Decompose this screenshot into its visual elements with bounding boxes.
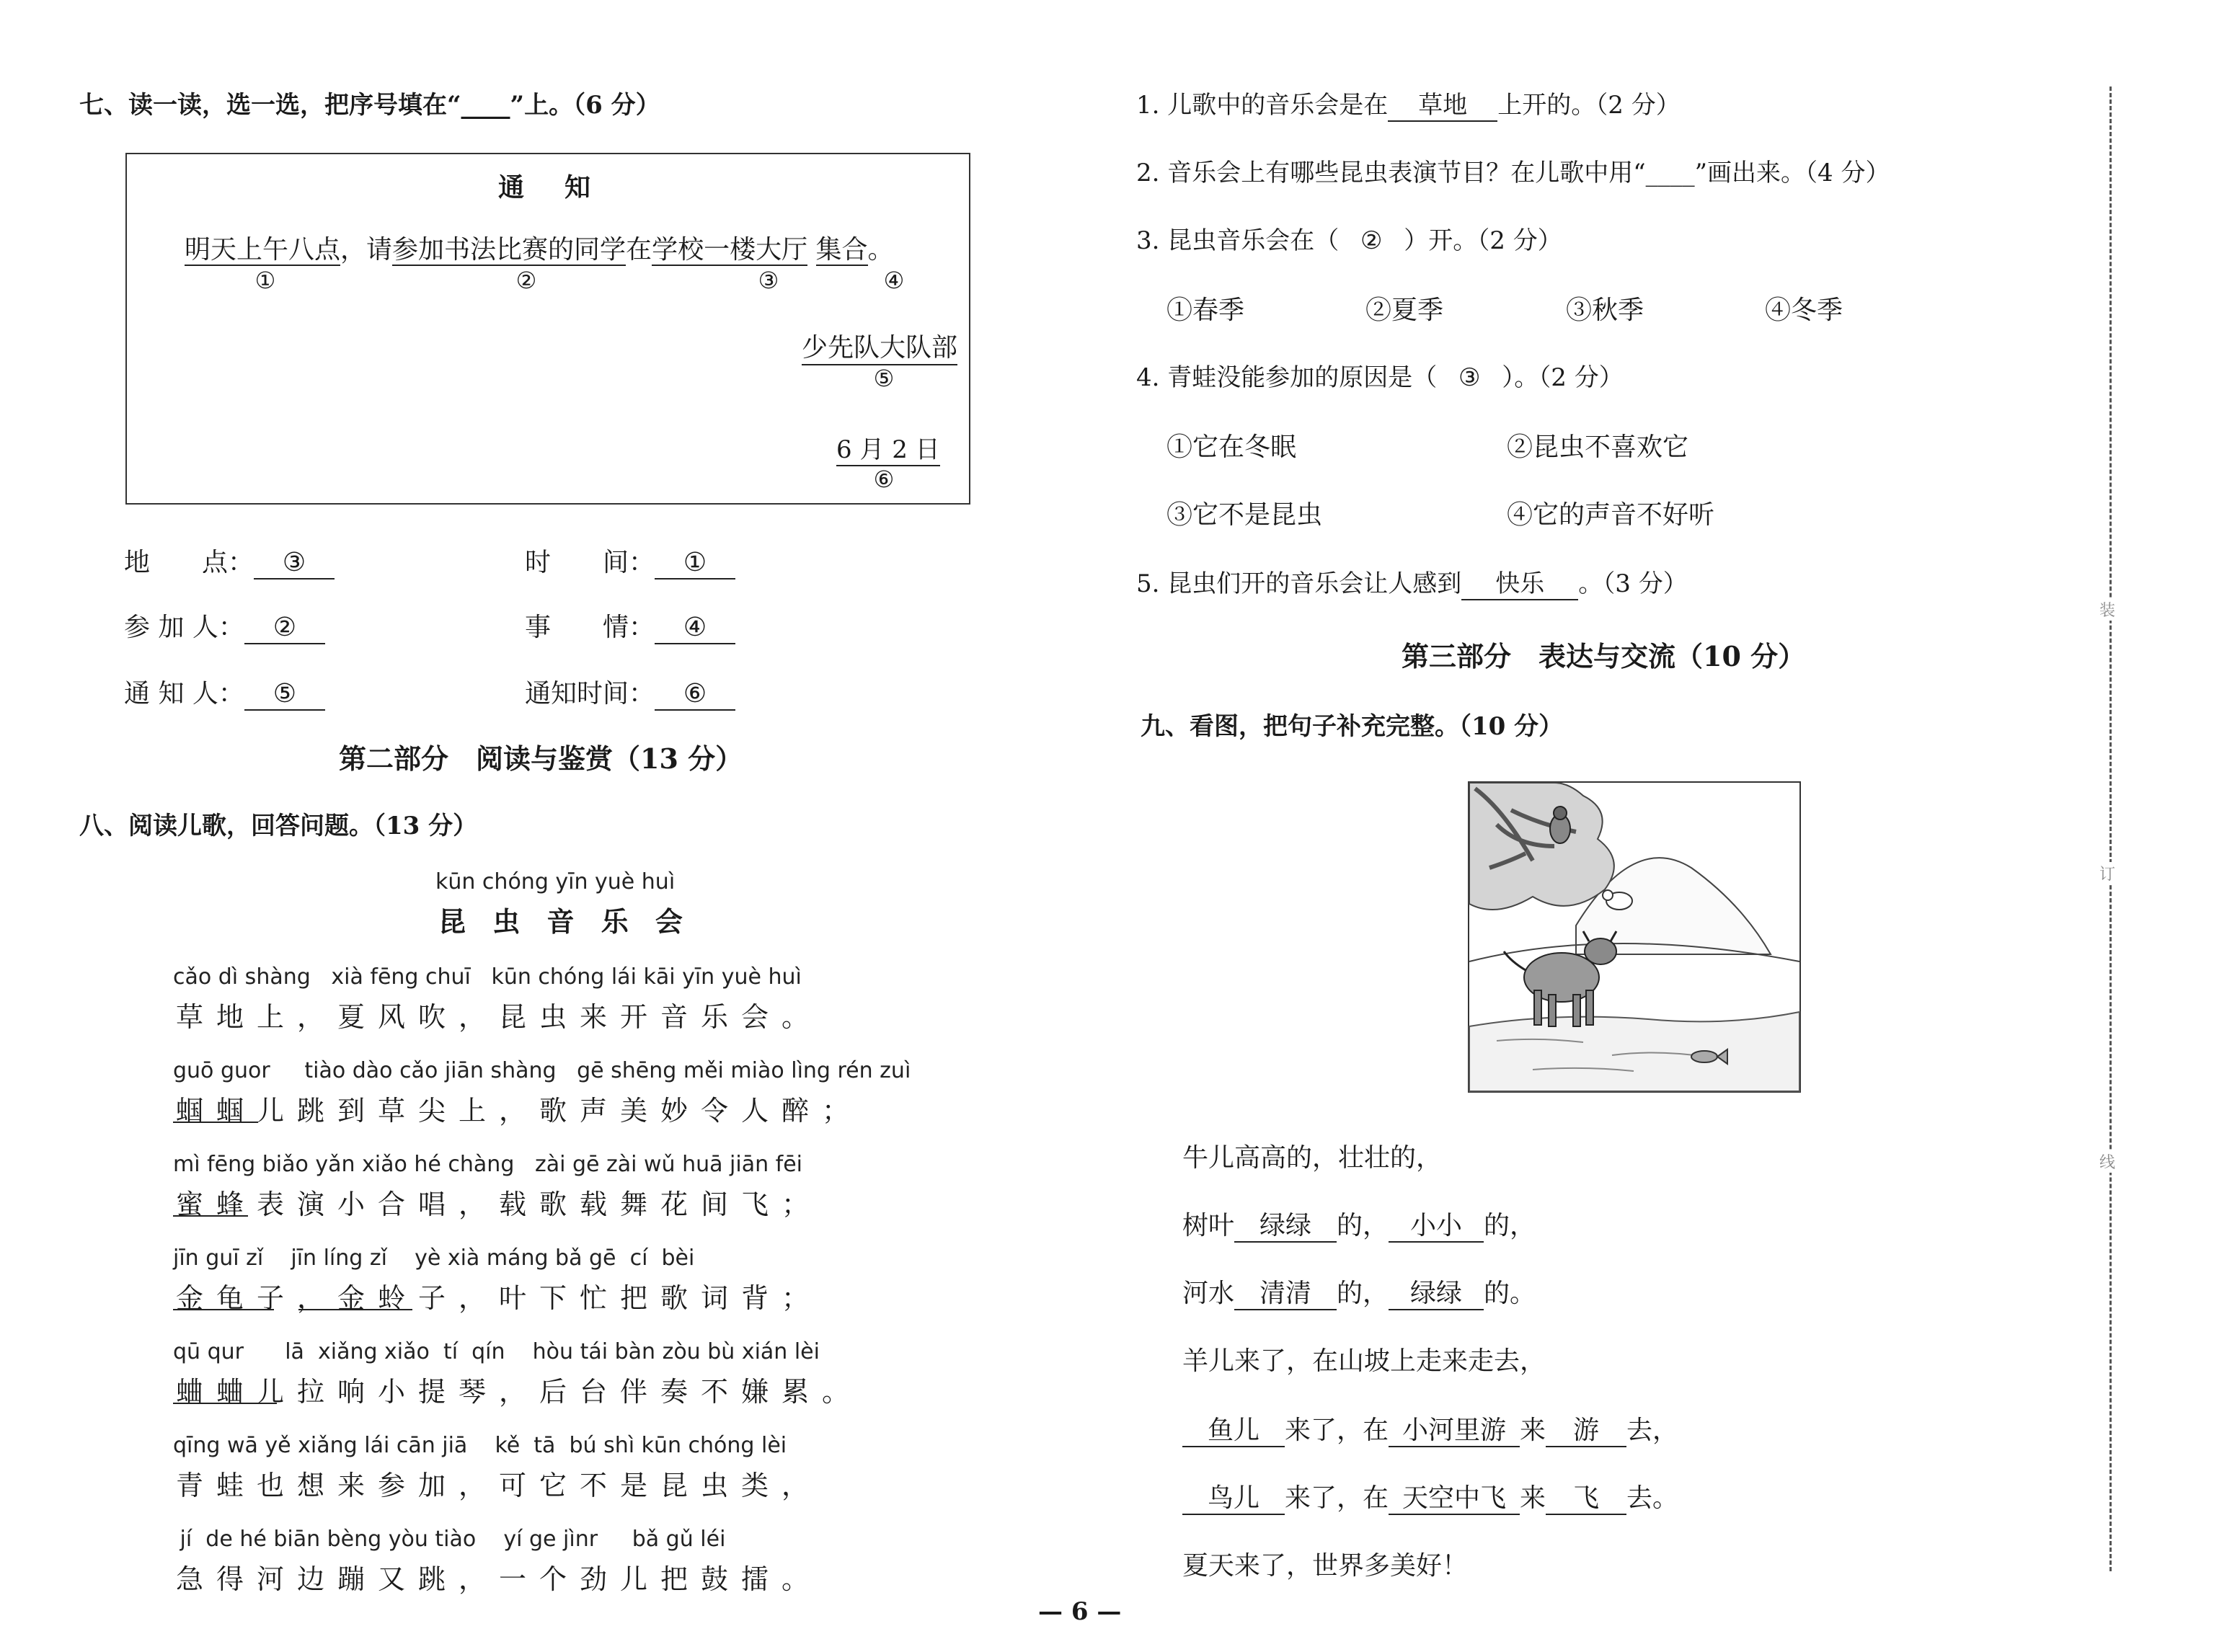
underline-guoguor xyxy=(173,1122,258,1123)
marker-2: ② xyxy=(515,267,537,294)
q8-question-5: 5. 昆虫们开的音乐会让人感到 快乐 。（3 分） xyxy=(1136,564,1688,600)
poem-line-3-pinyin: mì fēng biǎo yǎn xiǎo hé chàng zài gē zài wǔ huā jiān fēi xyxy=(173,1152,803,1177)
underline-jinlingzi xyxy=(298,1309,412,1310)
sentence-cow: 牛儿高高的，壮壮的， xyxy=(1182,1143,1443,1173)
answer-bird-2[interactable]: 天空中飞 xyxy=(1389,1483,1520,1515)
poem-title: 昆 虫 音 乐 会 xyxy=(438,905,691,938)
poem-line-5-pinyin: qū qur lā xiǎng xiǎo tí qín hòu tái bàn zòu bù xián lèi xyxy=(173,1339,820,1364)
sentence-bird: 鸟儿 来了，在 天空中飞 来 飞 去。 xyxy=(1182,1478,1678,1515)
field-place: 地 点： ③ xyxy=(124,542,335,579)
answer-bird-3[interactable]: 飞 xyxy=(1546,1483,1626,1515)
poem-line-1: 草地上，夏风吹，昆虫来开音乐会。 xyxy=(176,1001,823,1033)
marker-5: ⑤ xyxy=(873,365,895,392)
answer-q8-1[interactable]: 草地 xyxy=(1388,91,1497,122)
q7-title: 七、读一读，选一选，把序号填在“____”上。（6 分） xyxy=(79,91,660,120)
notice-box xyxy=(125,153,970,505)
answer-notice-time[interactable]: ⑥ xyxy=(655,678,735,711)
poem-line-3: 蜜蜂表演小合唱，载歌载舞花间飞； xyxy=(176,1189,823,1220)
answer-q8-5[interactable]: 快乐 xyxy=(1461,569,1578,600)
q8-question-1: 1. 儿歌中的音乐会是在 草地 上开的。（2 分） xyxy=(1136,85,1681,122)
poem-title-pinyin: kūn chóng yīn yuè huì xyxy=(435,869,676,894)
q4-option-2: ②昆虫不喜欢它 xyxy=(1507,432,1689,462)
binding-char-2: 订 xyxy=(2099,862,2115,884)
q3-option-2: ②夏季 xyxy=(1365,296,1444,325)
q8-question-3: 3. 昆虫音乐会在（ ② ）开。（2 分） xyxy=(1136,226,1562,255)
poem-line-4-pinyin: jīn guī zǐ jīn líng zǐ yè xià máng bǎ gē cí bèi xyxy=(173,1245,695,1271)
part3-title: 第三部分 表达与交流（10 分） xyxy=(1402,640,1806,672)
marker-1: ① xyxy=(254,267,276,294)
notice-part-end: 。 xyxy=(867,235,894,265)
q3-option-1: ①春季 xyxy=(1166,296,1245,325)
notice-part-people: 参加书法比赛的同学 xyxy=(392,235,627,265)
field-notifier: 通 知 人： ⑤ xyxy=(124,673,325,711)
marker-3: ③ xyxy=(758,267,779,294)
q4-option-1: ①它在冬眠 xyxy=(1166,432,1297,462)
poem-line-6: 青蛙也想来参加，可它不是昆虫类， xyxy=(176,1470,823,1501)
binding-char-1: 装 xyxy=(2099,598,2115,621)
notice-part-2: ，请 xyxy=(340,235,393,265)
binding-dashed-line xyxy=(2109,86,2112,1571)
field-participants: 参 加 人： ② xyxy=(124,607,325,644)
sentence-river: 河水 清清 的， 绿绿 的。 xyxy=(1182,1273,1536,1310)
field-notice-time: 通知时间： ⑥ xyxy=(525,673,735,711)
q8-title: 八、阅读儿歌，回答问题。（13 分） xyxy=(79,812,478,840)
poem-line-5: 蛐蛐儿拉响小提琴，后台伴奏不嫌累。 xyxy=(176,1376,863,1408)
poem-line-7-pinyin: jí de hé biān bèng yòu tiào yí ge jìnr bǎ gǔ léi xyxy=(173,1527,726,1552)
notice-part-4: 在 xyxy=(626,235,652,265)
poem-line-7: 急得河边蹦又跳，一个劲儿把鼓擂。 xyxy=(176,1563,823,1595)
answer-notifier[interactable]: ⑤ xyxy=(244,678,325,711)
q9-title: 九、看图，把句子补充完整。（10 分） xyxy=(1141,712,1564,741)
q8-question-2: 2. 音乐会上有哪些昆虫表演节目？在儿歌中用“____”画出来。（4 分） xyxy=(1136,159,1890,187)
poem-line-2-pinyin: guō guor tiào dào cǎo jiān shàng gē shēng měi miào lìng rén zuì xyxy=(173,1058,911,1083)
sentence-fish: 鱼儿 来了，在 小河里游 来 游 去， xyxy=(1182,1410,1678,1447)
answer-q8-3[interactable]: ② xyxy=(1360,226,1383,255)
q3-option-4: ④冬季 xyxy=(1765,296,1843,325)
poem-line-4: 金龟子，金蛉子，叶下忙把歌词背； xyxy=(176,1282,823,1314)
sentence-leaves: 树叶 绿绿 的， 小小 的， xyxy=(1182,1205,1536,1243)
notice-body xyxy=(185,229,894,266)
answer-river-1[interactable]: 清清 xyxy=(1234,1278,1337,1310)
answer-participants[interactable]: ② xyxy=(244,612,325,644)
notice-org: 少先队大队部 xyxy=(802,327,957,365)
binding-char-3: 线 xyxy=(2099,1150,2115,1173)
sentence-sheep: 羊儿来了，在山坡上走来走去， xyxy=(1182,1346,1546,1376)
answer-bird-1[interactable]: 鸟儿 xyxy=(1182,1483,1285,1515)
answer-leaves-1[interactable]: 绿绿 xyxy=(1234,1210,1337,1243)
poem-line-6-pinyin: qīng wā yě xiǎng lái cān jiā kě tā bú shì kūn chóng lèi xyxy=(173,1433,787,1458)
answer-fish-2[interactable]: 小河里游 xyxy=(1389,1415,1520,1447)
answer-q8-4[interactable]: ③ xyxy=(1458,363,1481,392)
sentence-summer: 夏天来了，世界多美好！ xyxy=(1182,1551,1469,1581)
answer-event[interactable]: ④ xyxy=(655,612,735,644)
answer-place[interactable]: ③ xyxy=(254,547,335,579)
part2-title: 第二部分 阅读与鉴赏（13 分） xyxy=(339,742,743,775)
notice-date: 6 月 2 日 xyxy=(836,430,940,466)
notice-title: 通 知 xyxy=(497,172,598,203)
notice-part-time: 明天上午八点 xyxy=(185,235,341,265)
answer-fish-1[interactable]: 鱼儿 xyxy=(1182,1415,1285,1447)
q4-option-4: ④它的声音不好听 xyxy=(1507,500,1715,530)
underline-mifeng xyxy=(173,1215,248,1217)
q3-option-3: ③秋季 xyxy=(1566,296,1644,325)
answer-leaves-2[interactable]: 小小 xyxy=(1389,1210,1484,1243)
poem-line-1-pinyin: cǎo dì shàng xià fēng chuī kūn chóng lái kāi yīn yuè huì xyxy=(173,964,802,990)
page-number: — 6 — xyxy=(1038,1597,1122,1626)
field-time: 时 间： ① xyxy=(525,542,735,579)
summer-scene-illustration xyxy=(1468,781,1801,1093)
marker-4: ④ xyxy=(883,267,905,294)
underline-jinguizi xyxy=(173,1309,274,1310)
notice-part-place: 学校一楼大厅 xyxy=(652,235,808,265)
q4-option-3: ③它不是昆虫 xyxy=(1166,500,1323,530)
q8-question-4: 4. 青蛙没能参加的原因是（ ③ ）。（2 分） xyxy=(1136,363,1624,392)
field-event: 事 情： ④ xyxy=(525,607,735,644)
underline-ququr xyxy=(173,1403,277,1404)
marker-6: ⑥ xyxy=(873,466,895,493)
answer-time[interactable]: ① xyxy=(655,547,735,579)
answer-river-2[interactable]: 绿绿 xyxy=(1389,1278,1484,1310)
answer-fish-3[interactable]: 游 xyxy=(1546,1415,1626,1447)
poem-line-2: 蝈蝈儿跳到草尖上，歌声美妙令人醉； xyxy=(176,1095,863,1127)
notice-part-event: 集合 xyxy=(815,235,868,265)
